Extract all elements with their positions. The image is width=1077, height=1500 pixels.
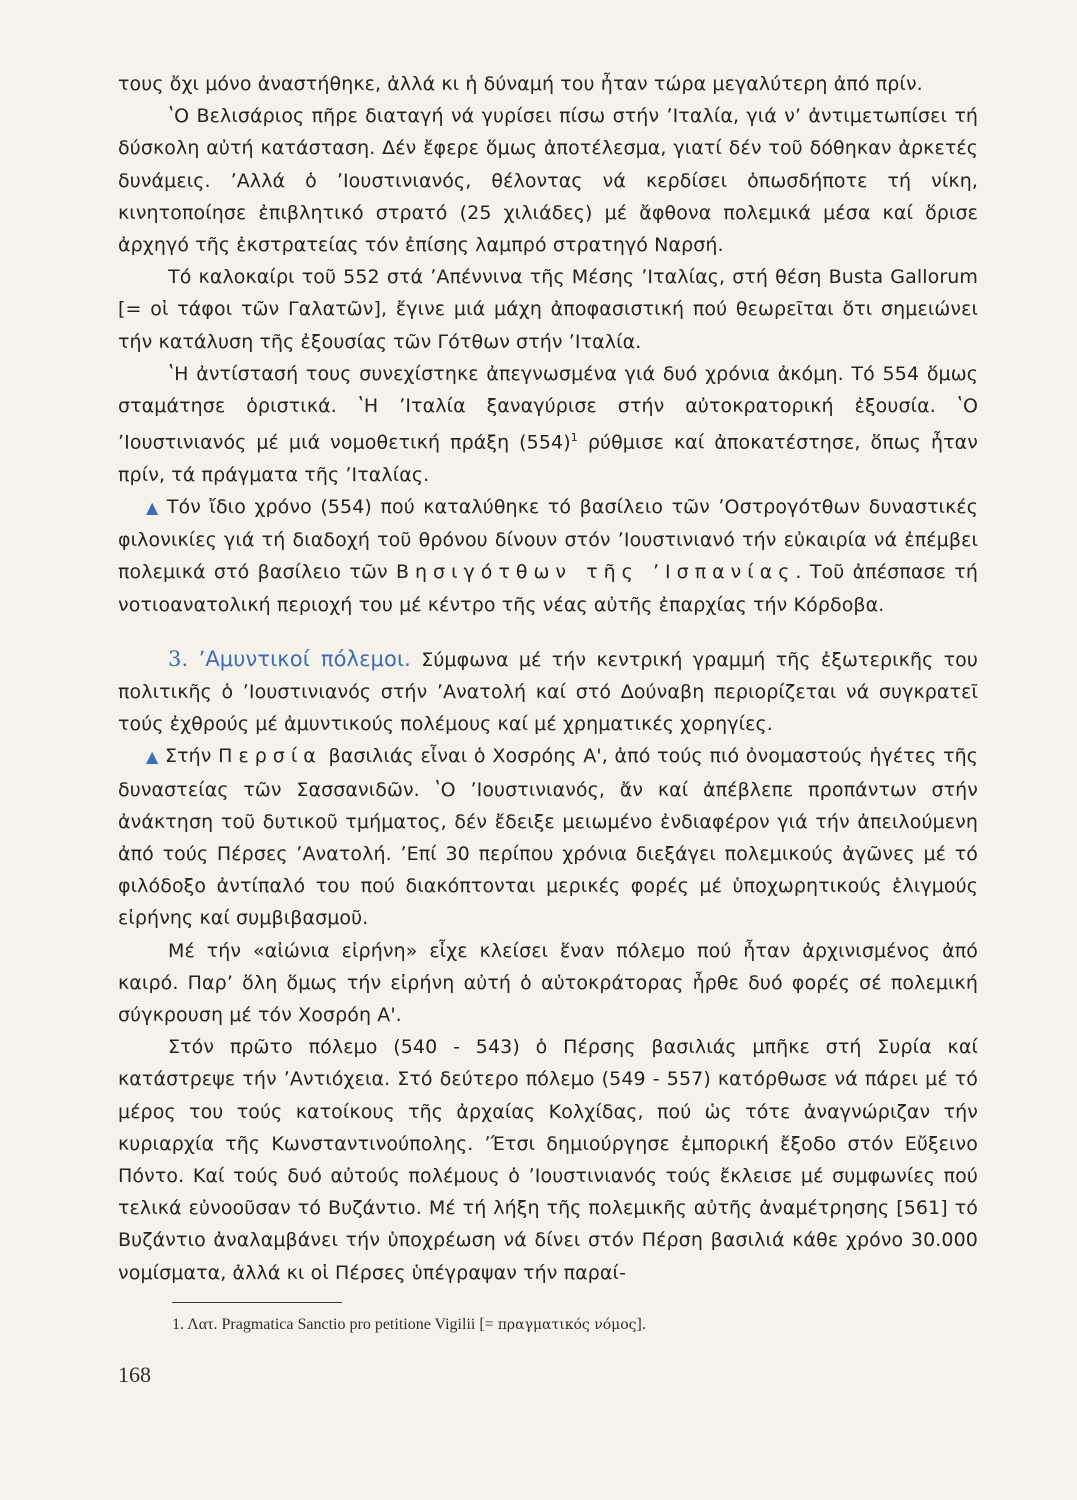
paragraph-7-end: βασιλιάς εἶναι ὁ Χοσρόης Α', ἀπό τούς πιό ὀνομαστούς ἡγέτες τῆς δυναστείας τῶν Σασσανιδῶν. ʽΟ ʼΙουστινιανός, ἄν καί ἀπέβλεπε προπάντων στήν ἀνάκτηση τοῦ δυτικοῦ τμήματος, δέν ἔδειξε μειωμένο ἐνδιαφέρον γιά τήν ἀπειλούμενη ἀπό τούς Πέρσες ʼΑνατολή. ʼΕπί 30 περίπου χρόνια διεξάγει πολεμικούς ἀγῶνες μέ τό φιλόδοξο ἀντίπαλό του πού διακόπτονται μερικές φορές μέ ὑποχωρητικούς ἑλιγμούς εἰρήνης καί συμβιβασμοῦ. [118,745,978,930]
paragraph-5-end: . Τοῦ ἀπέσπασε τή νοτιοανατολική περιοχή του μέ κέντρο τῆς νέας αὐτῆς ἐπαρχίας τήν Κόρδοβα. [118,561,978,616]
section-3-paragraph [118,643,978,741]
spaced-emphasis: Περσία [218,745,322,768]
footnote-end: ]. [636,1316,646,1333]
triangle-marker-icon: ▲ [146,497,161,517]
spaced-emphasis: Βησιγότθων τῆς ʼΙσπανίας [395,561,796,584]
paragraph-5 [118,491,978,621]
paragraph-9: Στόν πρῶτο πόλεμο (540 - 543) ὁ Πέρσης βασιλιάς μπῆκε στή Συρία καί κατάστρεψε τήν ʼΑντιόχεια. Στό δεύτερο πόλεμο (549 - 557) κατόρθωσε νά πάρει μέ τό μέρος του τούς κατοίκους τῆς ἀρχαίας Κολχίδας, πού ὡς τότε ἀναγνώριζαν τήν κυριαρχία τῆς Κωνσταντινούπολης. ʼΈτσι δημιούργησε ἐμπορική ἔξοδο στόν Εὔξεινο Πόντο. Καί τούς δυό αὐτούς πολέμους ὁ ʼΙουστινιανός τούς ἔκλεισε μέ συμφωνίες πού τελικά εὐνοοῦσαν τό Βυζάντιο. Μέ τή λήξη τῆς πολεμικῆς αὐτῆς ἀναμέτρησης [561] τό Βυζάντιο ἀναλαμβάνει τήν ὑποχρέωση νά δίνει στόν Πέρση βασιλιά κάθε χρόνο 30.000 νομίσματα, ἀλλά κι οἱ Πέρσες ὑπέγραψαν τήν παραί- [118,1036,978,1284]
paragraph-4-end: ρύθμισε καί ἀποκατέστησε, ὅπως ἦταν πρίν, τά πράγματα τῆς ʼΙταλίας. [118,431,978,486]
paragraph-7-text: Στήν [164,745,219,768]
footnote-text: Λατ. Pragmatica Sanctio pro petitione Vigilii [= [184,1316,498,1333]
footnote-ref: 1 [570,431,578,445]
paragraph-2: ʽΟ Βελισάριος πῆρε διαταγή νά γυρίσει πίσω στήν ʼΙταλία, γιά ν’ ἀντιμετωπίσει τή δύσκολη αὐτή κατάσταση. Δέν ἔφερε ὅμως ἀποτέλεσμα, γιατί δέν τοῦ δόθηκαν ἀρκετές δυνάμεις. ʼΑλλά ὁ ʼΙουστινιανός, θέλοντας νά κερδίσει ὁπωσδήποτε τή νίκη, κινητοποίησε ἐπιβλητικό στρατό (25 χιλιάδες) μέ ἄφθονα πολεμικά μέσα καί ὅρισε ἀρχηγό τῆς ἐκστρατείας τόν ἐπίσης λαμπρό στρατηγό Ναρσή. [118,105,978,257]
paragraph-4-text: ʽΗ ἀντίστασή τους συνεχίστηκε ἀπεγνωσμένα γιά δυό χρόνια ἀκόμη. Τό 554 ὅμως σταμάτησε ὁριστικά. ʽΗ ʼΙταλία ξαναγύρισε στήν αὐτοκρατορική ἐξουσία. ʽΟ ʼΙουστινιανός μέ μιά νομοθετική πράξη (554) [118,362,978,454]
page-number: 168 [118,1362,151,1387]
footnote-divider [172,1302,342,1303]
section-title: ʼΑμυντικοί πόλεμοι. [198,646,411,671]
triangle-marker-icon: ▲ [146,747,159,767]
footnote-number: 1. [172,1316,184,1333]
paragraph-8: Μέ τήν «αἰώνια εἰρήνη» εἶχε κλείσει ἕναν πόλεμο πού ἦταν ἀρχινισμένος ἀπό καιρό. Παρ’ ὅλη ὅμως τήν εἰρήνη αὐτή ὁ αὐτοκράτορας ἦρθε δυό φορές σέ πολεμική σύγκρουση μέ τόν Χοσρόη Α'. [118,939,978,1027]
paragraph-7 [118,740,978,934]
paragraph-3-text: Τό καλοκαίρι τοῦ 552 στά ʼΑπέννινα τῆς Μέσης ʼΙταλίας, στή θέση Busta Gallorum [= οἱ τάφοι τῶν Γαλατῶν], ἔγινε μιά μάχη ἀποφασιστική πού θεωρεῖται ὅτι σημειώνει τήν κατάλυση τῆς ἐξουσίας τῶν Γότθων στήν ʼΙταλία. [118,266,978,353]
body-text [118,68,978,1289]
paragraph-6-text: Σύμφωνα μέ τήν κεντρική γραμμή τῆς ἐξωτερικῆς του πολιτικῆς ὁ ʼΙουστινιανός στήν ʼΑνατολή καί στό Δούναβη περιορίζεται νά συγκρατεῖ τούς ἐχθρούς μέ ἀμυντικούς πολέμους καί μέ χρηματικές χορηγίες. [118,648,978,736]
paragraph-5-text: Τόν ἴδιο χρόνο (554) πού καταλύθηκε τό βασίλειο τῶν ʼΟστρογότθων δυναστικές φιλονικίες γιά τή διαδοχή τοῦ θρόνου δίνουν στόν ʼΙουστινιανό τήν εὐκαιρία νά ἐπέμβει πολεμικά στό βασίλειο τῶν [118,495,978,584]
section-number: 3. [168,646,189,671]
paragraph-1: τους ὄχι μόνο ἀναστήθηκε, ἀλλά κι ἡ δύναμή του ἦταν τώρα μεγαλύτερη ἀπό πρίν. [118,73,923,95]
paragraph-3 [118,261,978,358]
footnote-greek: πραγματικός νόμος [497,1317,637,1333]
footnote [172,1316,972,1334]
paragraph-4 [118,358,978,491]
